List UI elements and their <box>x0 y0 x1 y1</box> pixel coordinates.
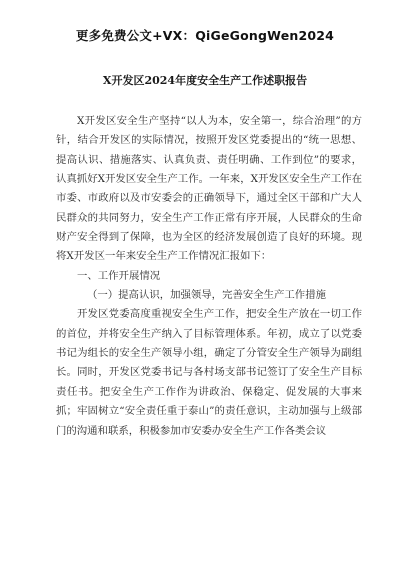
promo-banner: 更多免费公文+VX：QiGeGongWen2024 <box>75 28 335 43</box>
document-body <box>56 112 362 441</box>
document-title: X开发区2024年度安全生产工作述职报告 <box>102 74 308 87</box>
intro-paragraph: X开发区安全生产坚持“以人为本，安全第一，综合治理”的方针，结合开发区的实际情况，按照开发区党委提出的“统一思想、提高认识、措施落实、认真负责、责任明确、工作到位”的要求，认真抓好X开发区安全生产工作。一年来，X开发区安全生产工作在市委、市政府以及市安委会的正确领导下，通过全区干部和广大人民群众的共同努力，安全生产工作正常有序开展，人民群众的生命财产安全得到了保障，也为全区的经济发展创造了良好的环境。现将X开发区一年来安全生产工作情况汇报如下： <box>56 115 362 263</box>
section-heading: 一、工作开展情况 <box>77 269 161 282</box>
body-paragraph: 开发区党委高度重视安全生产工作，把安全生产放在一切工作的首位，并将安全生产纳入了目标管理体系。年初，成立了以党委书记为组长的安全生产领导小组，确定了分管安全生产领导为副组长。同时，开发区党委书记与各村场支部书记签订了安全生产目标责任书。把安全生产工作作为讲政治、保稳定、促发展的大事来抓；牢固树立“安全责任重于泰山”的责任意识，主动加强与上级部门的沟通和联系，积极参加市安委办安全生产工作各类会议 <box>56 308 362 437</box>
subsection-heading: （一）提高认识，加强领导，完善安全生产工作措施 <box>87 289 326 302</box>
